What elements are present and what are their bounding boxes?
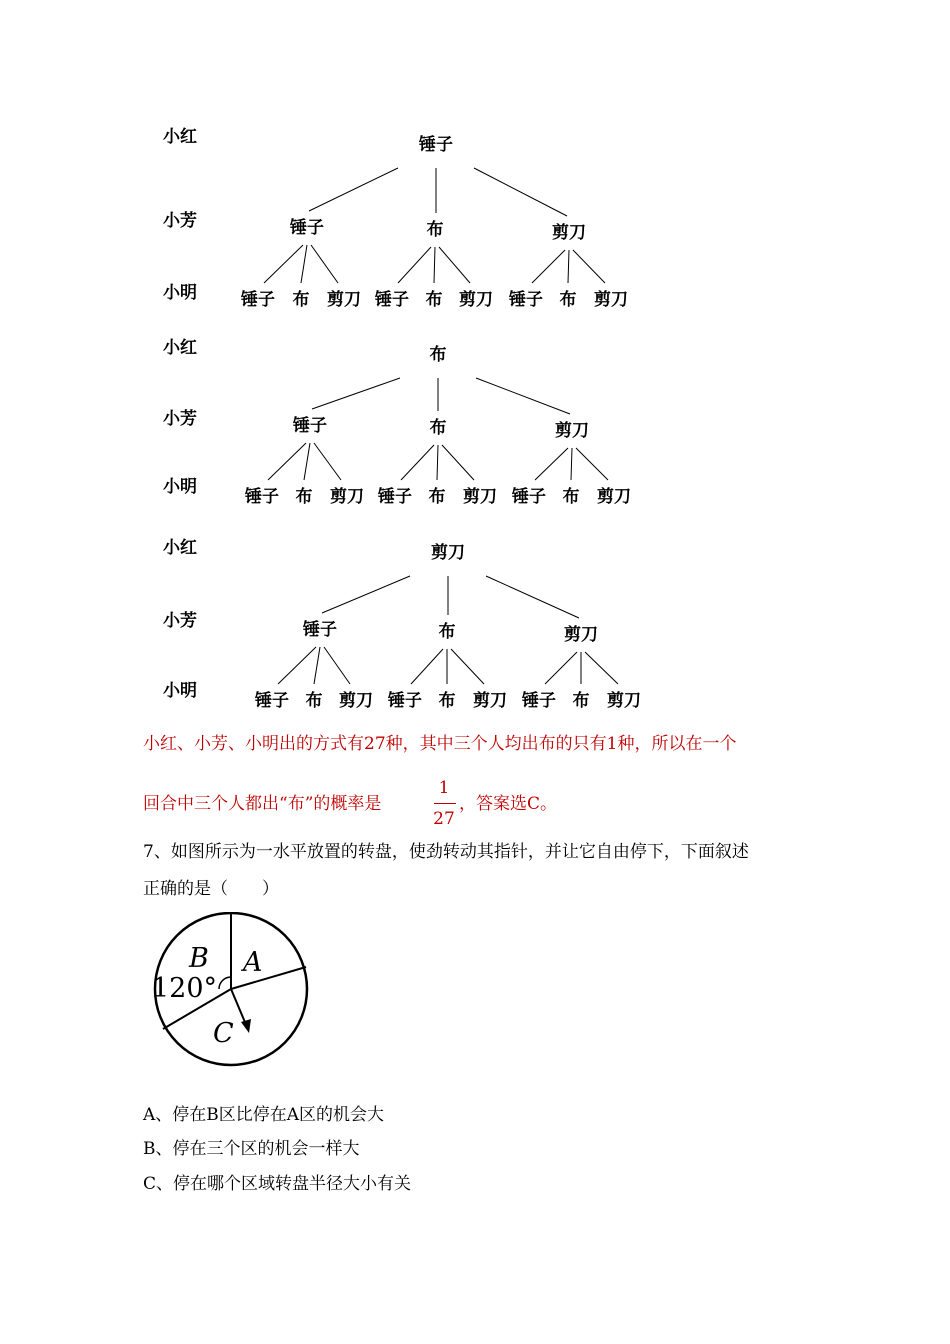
option-b: B、停在三个区的机会一样大: [143, 1139, 360, 1159]
tree-mid-node: 剪刀: [564, 625, 598, 645]
tree-leaf-node: 布: [438, 691, 456, 711]
tree-leaf-line: [568, 250, 569, 283]
row-label-xiaofang: 小芳: [163, 211, 197, 231]
tree-leaf-line: [576, 448, 608, 480]
tree-leaf-node: 剪刀: [459, 290, 493, 310]
label-b: B: [189, 943, 209, 974]
tree-leaf-node: 锤子: [388, 691, 422, 711]
tree-leaf-line: [437, 445, 438, 480]
row-label-xiaofang: 小芳: [163, 611, 197, 631]
option-c: C、停在哪个区域转盘半径大小有关: [143, 1174, 412, 1194]
tree-leaf-line: [532, 250, 565, 283]
row-label-xiaoming: 小明: [163, 283, 197, 303]
tree-leaf-line: [301, 245, 307, 283]
tree-branch-line: [322, 576, 410, 613]
tree-leaf-node: 剪刀: [607, 691, 641, 711]
tree-leaf-node: 剪刀: [594, 290, 628, 310]
tree-leaf-line: [398, 247, 431, 283]
tree-mid-node: 布: [426, 220, 444, 240]
tree-branch-line: [486, 576, 579, 618]
tree-leaf-node: 布: [562, 487, 580, 507]
label-a: A: [243, 947, 263, 978]
explanation-line-2-start: 回合中三个人都出“布”的概率是: [143, 794, 382, 814]
tree-leaf-line: [535, 448, 568, 480]
tree-leaf-node: 布: [559, 290, 577, 310]
row-label-xiaohong: 小红: [163, 338, 197, 358]
row-label-xiaofang: 小芳: [163, 409, 197, 429]
fraction-numerator: 1: [438, 778, 450, 798]
angle-arc: [219, 977, 231, 989]
tree-leaf-line: [434, 247, 435, 283]
tree-branch-line: [312, 378, 400, 409]
tree-leaf-line: [571, 448, 572, 480]
row-label-xiaohong: 小红: [163, 538, 197, 558]
pointer-arrow-icon: [241, 1019, 251, 1033]
tree-leaf-node: 剪刀: [339, 691, 373, 711]
tree-leaf-line: [278, 647, 316, 684]
fraction-bar: [434, 803, 456, 804]
tree-leaf-node: 锤子: [522, 691, 556, 711]
row-label-xiaoming: 小明: [163, 681, 197, 701]
tree-leaf-line: [264, 245, 303, 283]
option-a: A、停在B区比停在A区的机会大: [143, 1105, 385, 1125]
tree-leaf-node: 锤子: [378, 487, 412, 507]
tree-leaf-node: 剪刀: [597, 487, 631, 507]
tree-mid-node: 布: [438, 622, 456, 642]
tree-leaf-node: 锤子: [375, 290, 409, 310]
explanation-line-2-end: ，答案选C。: [459, 794, 558, 814]
tree-root-node: 剪刀: [431, 543, 465, 563]
row-label-xiaoming: 小明: [163, 477, 197, 497]
tree-leaf-line: [411, 649, 443, 684]
spinner-figure: [143, 912, 323, 1082]
tree-leaf-node: 布: [572, 691, 590, 711]
tree-leaf-node: 锤子: [245, 487, 279, 507]
tree-leaf-node: 锤子: [512, 487, 546, 507]
tree-leaf-node: 布: [292, 290, 310, 310]
tree-mid-node: 锤子: [303, 620, 337, 640]
angle-label: 120°: [152, 973, 218, 1004]
tree-leaf-line: [268, 443, 306, 480]
tree-mid-node: 剪刀: [555, 421, 589, 441]
tree-leaf-node: 剪刀: [327, 290, 361, 310]
tree-leaf-line: [304, 443, 310, 480]
tree-leaf-node: 布: [428, 487, 446, 507]
tree-mid-node: 锤子: [293, 416, 327, 436]
tree-leaf-line: [311, 245, 338, 283]
tree-mid-node: 锤子: [290, 218, 324, 238]
tree-leaf-line: [439, 247, 470, 283]
tree-branch-line: [474, 168, 567, 216]
tree-leaf-node: 锤子: [509, 290, 543, 310]
tree-branch-line: [309, 168, 398, 211]
question-7-line-2: 正确的是（ ）: [143, 879, 279, 899]
tree-leaf-line: [314, 647, 320, 684]
tree-leaf-line: [442, 445, 474, 480]
tree-leaf-node: 布: [295, 487, 313, 507]
tree-leaf-node: 剪刀: [330, 487, 364, 507]
tree-leaf-line: [324, 647, 350, 684]
tree-mid-node: 剪刀: [552, 223, 586, 243]
tree-leaf-line: [314, 443, 341, 480]
tree-leaf-node: 剪刀: [473, 691, 507, 711]
tree-branch-line: [476, 378, 570, 414]
tree-mid-node: 布: [429, 418, 447, 438]
tree-leaf-node: 锤子: [255, 691, 289, 711]
label-c: C: [213, 1018, 234, 1049]
question-7-line-1: 7、如图所示为一水平放置的转盘，使劲转动其指针，并让它自由停下，下面叙述: [143, 842, 749, 862]
tree-leaf-line: [451, 649, 484, 684]
tree-leaf-node: 剪刀: [463, 487, 497, 507]
tree-leaf-line: [573, 250, 605, 283]
tree-root-node: 锤子: [419, 135, 453, 155]
tree-leaf-line: [401, 445, 434, 480]
row-label-xiaohong: 小红: [163, 127, 197, 147]
fraction-denominator: 27: [433, 809, 455, 829]
tree-leaf-node: 布: [305, 691, 323, 711]
tree-root-node: 布: [429, 345, 447, 365]
tree-leaf-node: 锤子: [241, 290, 275, 310]
tree-leaf-line: [545, 652, 577, 684]
explanation-line-1: 小红、小芳、小明出的方式有27种，其中三个人均出布的只有1种，所以在一个: [143, 734, 737, 754]
tree-leaf-line: [585, 652, 618, 684]
tree-leaf-node: 布: [425, 290, 443, 310]
